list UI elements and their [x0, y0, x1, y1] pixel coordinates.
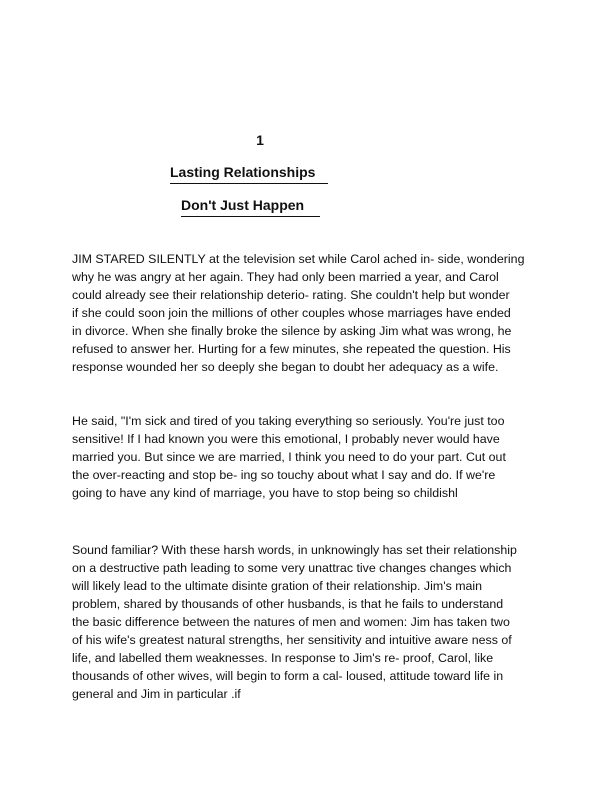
text-line: the basic difference between the natures of men and women: Jim has taken two: [72, 615, 510, 629]
text-line: thousands of other wives, will begin to form a cal- loused, attitude toward life in: [72, 669, 504, 683]
title-underline-2: [181, 216, 320, 217]
text-line: why he was angry at her again. They had only been married a year, and Carol: [72, 270, 499, 284]
text-line: could already see their relationship deterio- rating. She couldn't help but wonder: [72, 288, 510, 302]
title-underline-1: [170, 183, 328, 184]
text-line: refused to answer her. Hurting for a few minutes, she repeated the question. His: [72, 342, 511, 356]
text-line: married you. But since we are married, I think you need to do your part. Cut out: [72, 450, 506, 464]
text-line: Sound familiar? With these harsh words, in unknowingly has set their relationship: [72, 543, 517, 557]
text-line: life, and labelled them weaknesses. In response to Jim's re- proof, Carol, like: [72, 651, 494, 665]
text-line: the over-reacting and stop be- ing so touchy about what I say and do. If we're: [72, 468, 496, 482]
text-line: He said, "I'm sick and tired of you taking everything so seriously. You're just too: [72, 414, 505, 428]
chapter-title-line-2: Don't Just Happen: [181, 197, 305, 213]
paragraph-3: [72, 541, 517, 703]
text-line: of his wife's greatest natural strengths, her sensitivity and intuitive aware ness of: [72, 633, 512, 647]
text-line: if she could soon join the millions of other couples whose marriages have ended: [72, 306, 511, 320]
text-line: problem, shared by thousands of other husbands, is that he fails to understand: [72, 597, 504, 611]
text-line: response wounded her so deeply she began to doubt her adequacy as a wife.: [72, 360, 499, 374]
paragraph-2: [72, 412, 506, 502]
text-line: JIM STARED SILENTLY at the television set while Carol ached in- side, wondering: [72, 252, 525, 266]
text-line: will likely lead to the ultimate disinte gration of their relationship. Jim's main: [72, 579, 483, 593]
text-line: general and Jim in particular .if: [72, 687, 241, 701]
text-line: sensitive! If I had known you were this emotional, I probably never would have: [72, 432, 500, 446]
paragraph-1: [72, 250, 524, 376]
chapter-title-line-1: Lasting Relationships: [170, 164, 316, 180]
chapter-number: 1: [256, 132, 264, 148]
text-line: on a destructive path leading to some very unattrac tive changes changes which: [72, 561, 512, 575]
text-line: going to have any kind of marriage, you have to stop being so childishl: [72, 486, 458, 500]
text-line: in divorce. When she finally broke the silence by asking Jim what was wrong, he: [72, 324, 512, 338]
